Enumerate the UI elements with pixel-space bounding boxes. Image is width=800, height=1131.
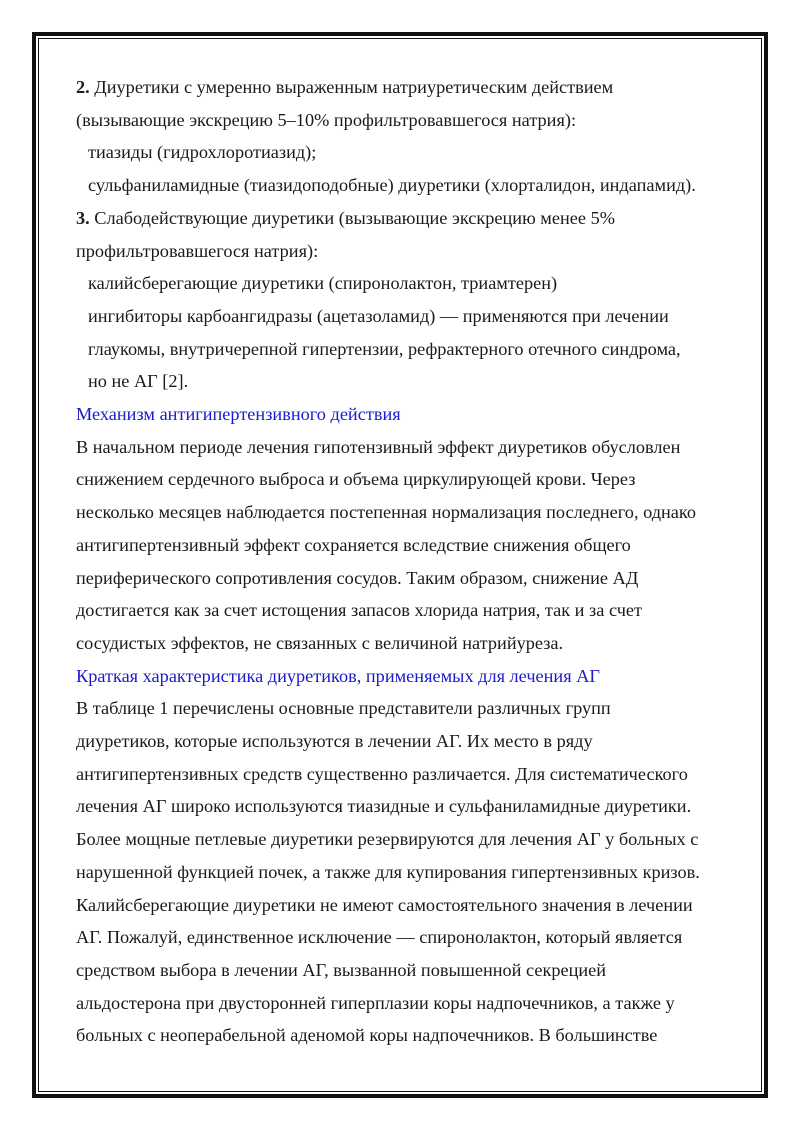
section-2-item: тиазиды (гидрохлоротиазид);: [88, 142, 317, 163]
mechanism-heading: Механизм антигипертензивного действия: [76, 404, 401, 425]
characteristics-line: АГ. Пожалуй, единственное исключение — спиронолактон, который является: [76, 927, 683, 948]
section-3-item: но не АГ [2].: [88, 371, 189, 392]
mechanism-line: несколько месяцев наблюдается постепенная нормализация последнего, однако: [76, 502, 696, 523]
mechanism-line: достигается как за счет истощения запасов хлорида натрия, так и за счет: [76, 600, 642, 621]
mechanism-line: сосудистых эффектов, не связанных с величиной натрийуреза.: [76, 632, 564, 653]
document-body: [76, 71, 736, 1052]
section-3-line-2: профильтровавшегося натрия):: [76, 240, 319, 261]
characteristics-line: антигипертензивных средств существенно различается. Для систематического: [76, 763, 688, 784]
mechanism-line: периферического сопротивления сосудов. Таким образом, снижение АД: [76, 567, 639, 588]
characteristics-line: В таблице 1 перечислены основные представители различных групп: [76, 698, 611, 719]
mechanism-line: В начальном периоде лечения гипотензивный эффект диуретиков обусловлен: [76, 436, 681, 457]
characteristics-line: альдостерона при двусторонней гиперплазии коры надпочечников, а также у: [76, 992, 675, 1013]
mechanism-line: снижением сердечного выброса и объема циркулирующей крови. Через: [76, 469, 636, 490]
section-3-line-1: 3. Слабодействующие диуретики (вызывающие экскрецию менее 5%: [76, 207, 615, 228]
characteristics-line: нарушенной функцией почек, а также для купирования гипертензивных кризов.: [76, 861, 700, 882]
characteristics-line: Более мощные петлевые диуретики резервируются для лечения АГ у больных с: [76, 829, 699, 850]
mechanism-line: антигипертензивный эффект сохраняется вследствие снижения общего: [76, 534, 631, 555]
characteristics-line: средством выбора в лечении АГ, вызванной повышенной секрецией: [76, 959, 607, 980]
section-2-line-1: 2. Диуретики с умеренно выраженным натриуретическим действием: [76, 77, 614, 97]
section-3-number: 3.: [76, 207, 90, 228]
section-2-line-2: (вызывающие экскрецию 5–10% профильтровавшегося натрия):: [76, 109, 577, 130]
section-3-item: ингибиторы карбоангидразы (ацетазоламид) — применяются при лечении: [88, 305, 669, 326]
section-3-item: глаукомы, внутричерепной гипертензии, рефрактерного отечного синдрома,: [88, 338, 681, 359]
section-2-number: 2.: [76, 77, 90, 97]
characteristics-line: диуретиков, которые используются в лечении АГ. Их место в ряду: [76, 731, 593, 752]
characteristics-line: Калийсберегающие диуретики не имеют самостоятельного значения в лечении: [76, 894, 693, 915]
section-2-item: сульфаниламидные (тиазидоподобные) диуретики (хлорталидон, индапамид).: [88, 175, 696, 196]
section-3-item: калийсберегающие диуретики (спиронолактон, триамтерен): [88, 273, 558, 294]
characteristics-heading: Краткая характеристика диуретиков, применяемых для лечения АГ: [76, 665, 600, 686]
characteristics-line: лечения АГ широко используются тиазидные и сульфаниламидные диуретики.: [76, 796, 692, 817]
characteristics-line: больных с неоперабельной аденомой коры надпочечников. В большинстве: [76, 1025, 658, 1046]
